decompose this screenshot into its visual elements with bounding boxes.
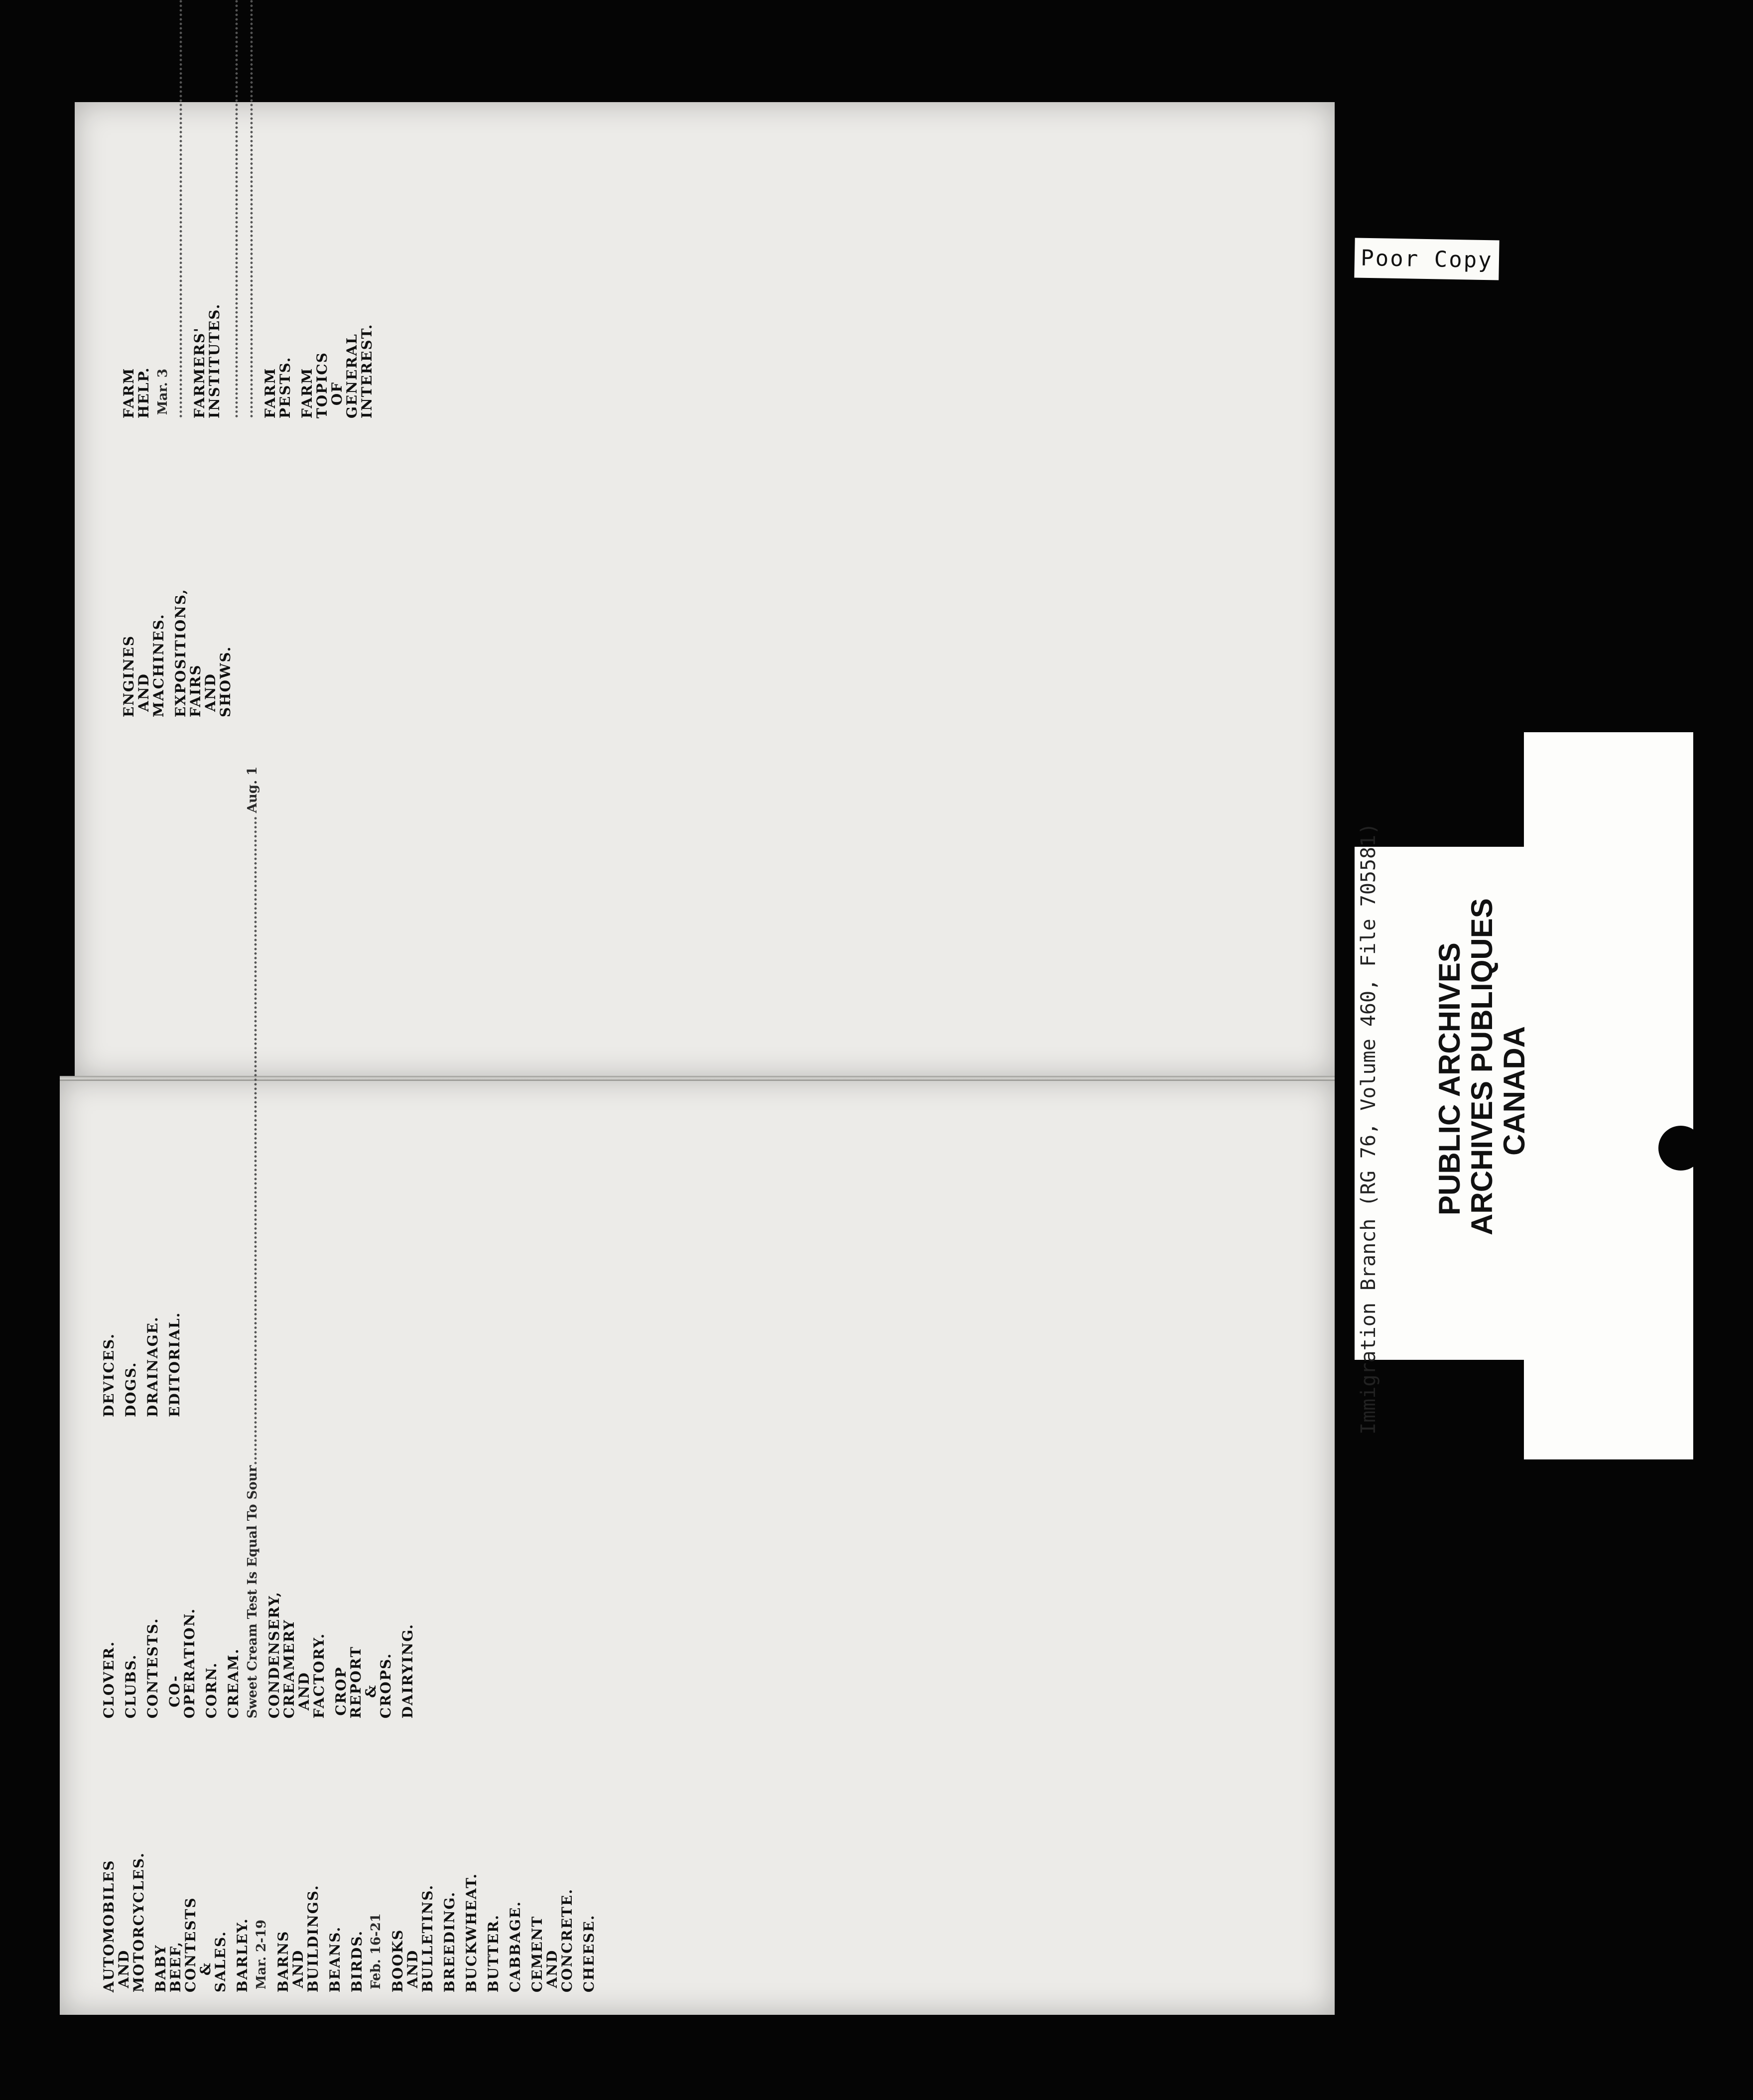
- entry-date: Mar. 3: [155, 369, 170, 415]
- index-entry: [254, 1919, 269, 1992]
- section-heading: CO-OPERATION.: [166, 1607, 198, 1718]
- poor-copy-sticker: Poor Copy: [1354, 238, 1499, 280]
- archive-title-english: PUBLIC ARCHIVES: [1433, 942, 1466, 1215]
- lower-index-column-1: [95, 1138, 1290, 1417]
- section-heading: BOOKS AND BULLETINS.: [389, 1884, 436, 1992]
- leader-dots: [241, 0, 256, 418]
- section-heading: CEMENT AND CONCRETE.: [529, 1888, 575, 1992]
- entry-title: Sweet Cream Test Is Equal To Sour: [245, 1465, 260, 1718]
- archive-title-country: CANADA: [1498, 1026, 1531, 1156]
- upper-index-column-1: [115, 159, 1300, 418]
- index-entry: [155, 369, 170, 418]
- section-heading: EDITORIAL.: [166, 1312, 183, 1417]
- section-heading: CONDENSERY, CREAMERY AND FACTORY.: [266, 1591, 327, 1718]
- entry-date: Mar. 2-19: [254, 1919, 269, 1989]
- archive-reference-line: Immigration Branch (RG 76, Volume 460, File 705581): [1357, 822, 1380, 1435]
- card-notch-bottom: [1355, 1360, 1524, 1459]
- section-heading: EXPOSITIONS, FAIRS AND SHOWS.: [172, 588, 234, 717]
- section-heading: CROP REPORT & CROPS.: [333, 1646, 394, 1718]
- index-entry: [170, 369, 185, 418]
- section-heading: FARM TOPICS OF GENERAL INTEREST.: [299, 323, 375, 418]
- section-heading: CORN.: [203, 1662, 220, 1718]
- card-notch-top: [1355, 732, 1524, 847]
- leader-dots: [170, 0, 185, 418]
- section-heading: DRAINAGE.: [144, 1316, 161, 1417]
- section-heading: ENGINES AND MACHINES.: [121, 613, 167, 717]
- section-heading: FARM PESTS.: [262, 356, 293, 418]
- section-heading: BREEDING.: [441, 1891, 458, 1992]
- section-heading: DAIRYING.: [399, 1623, 416, 1718]
- card-punch-hole: [1658, 1126, 1703, 1171]
- entry-date: Aug. 1: [245, 766, 260, 813]
- index-entry: [226, 369, 241, 418]
- section-heading: CONTESTS.: [144, 1617, 161, 1718]
- section-heading: FARM HELP.: [121, 367, 152, 418]
- section-heading: BARLEY.: [234, 1918, 250, 1992]
- index-entry: [369, 1913, 383, 1992]
- section-heading: FARMERS' INSTITUTES.: [191, 303, 223, 418]
- section-heading: CLOVER.: [101, 1641, 117, 1718]
- section-heading: BABY BEEF, CONTESTS & SALES.: [152, 1897, 229, 1992]
- archive-title-french: ARCHIVES PUBLIQUES: [1465, 898, 1499, 1235]
- lower-index-column-3: [95, 1743, 1290, 1992]
- section-heading: CREAM.: [225, 1648, 242, 1718]
- section-heading: BUCKWHEAT.: [463, 1872, 480, 1992]
- section-heading: AUTOMOBILES AND MOTORCYCLES.: [101, 1852, 147, 1992]
- section-heading: BEANS.: [327, 1926, 343, 1992]
- section-heading: BIRDS.: [349, 1930, 365, 1992]
- section-heading: DEVICES.: [101, 1332, 117, 1417]
- section-heading: CHEESE.: [581, 1914, 597, 1992]
- section-heading: DOGS.: [123, 1361, 139, 1417]
- leader-dots: [226, 0, 241, 418]
- index-entry: [241, 369, 256, 418]
- index-entry: [245, 766, 260, 1718]
- section-heading: CLUBS.: [123, 1654, 139, 1718]
- upper-index-column-2: [115, 458, 1300, 717]
- entry-date: Feb. 16-21: [369, 1913, 383, 1989]
- section-heading: BUTTER.: [485, 1914, 501, 1992]
- section-heading: BARNS AND BUILDINGS.: [275, 1884, 321, 1992]
- leader-dots: [245, 816, 260, 1465]
- section-heading: CABBAGE.: [507, 1900, 523, 1992]
